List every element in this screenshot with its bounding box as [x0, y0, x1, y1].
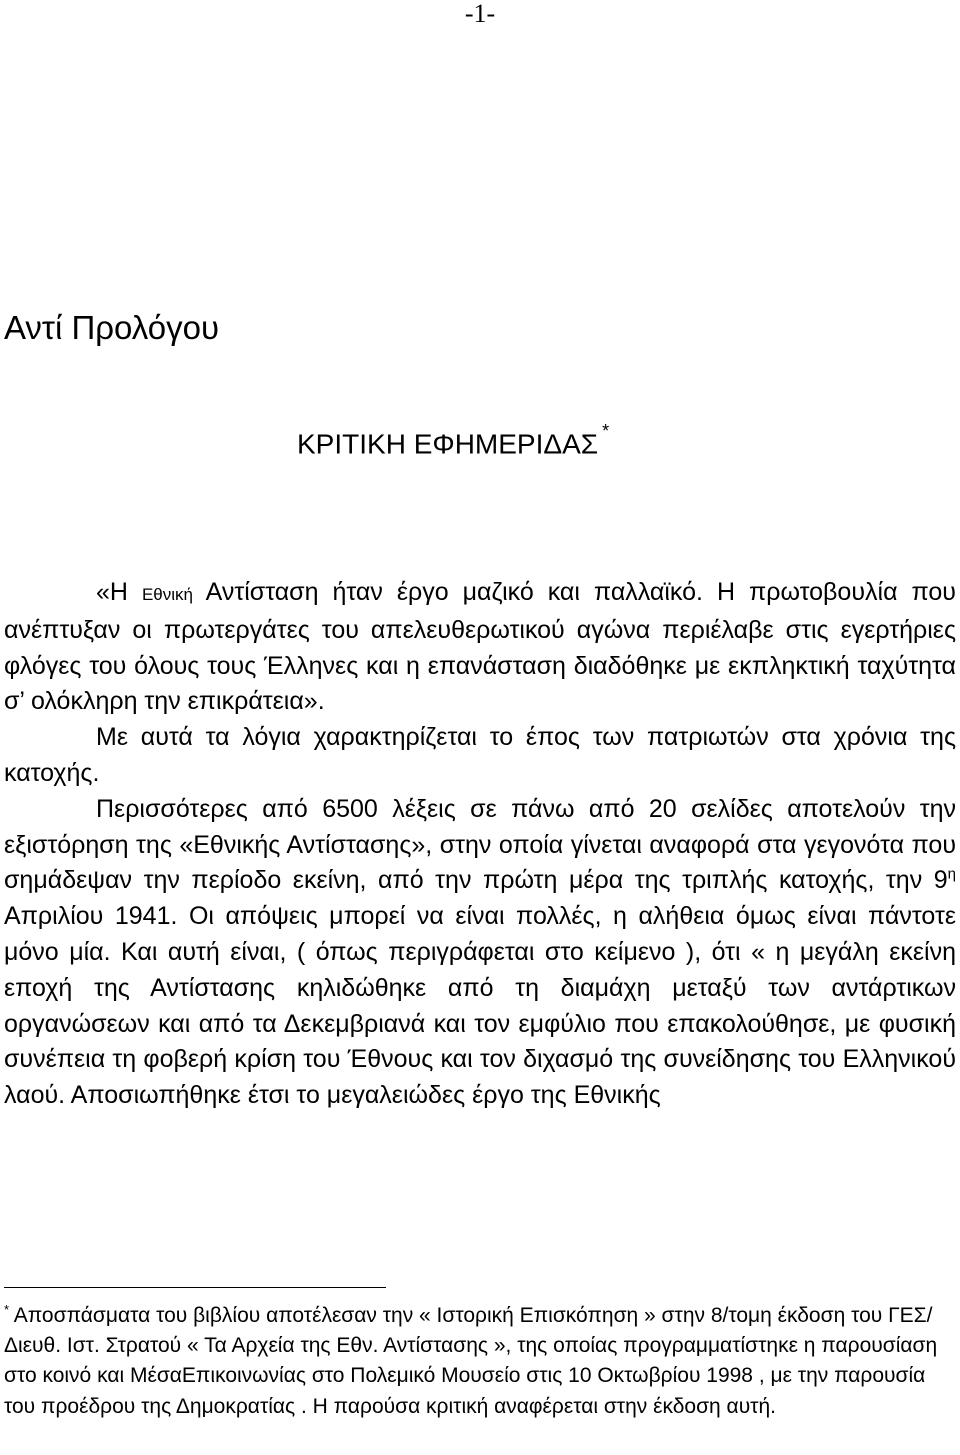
- paragraph-narrative: [4, 792, 956, 1114]
- page-number: -1-: [464, 0, 496, 28]
- body-text: [4, 575, 956, 1114]
- footnote-reference: *: [602, 421, 610, 441]
- quote-text: Αντίσταση ήταν έργο μαζικό και παλλαϊκό. Η πρωτοβουλία που ανέπτυξαν οι πρωτεργάτες του απελευθερωτικού αγώνα περιέλαβε στις εγερτήριες φλόγες του όλους τους Έλληνες και η επανάσταση διαδόθηκε με εκπληκτική ταχύτητα σ’ ολόκληρη την επικράτεια».: [4, 578, 956, 716]
- section-title: [297, 420, 609, 461]
- section-title-text: ΚΡΙΤΙΚΗ ΕΦΗΜΕΡΙΔΑΣ: [297, 428, 599, 460]
- footnote-mark: *: [4, 1302, 10, 1317]
- paragraph-quote: [4, 575, 956, 720]
- ordinal-superscript: η: [947, 866, 956, 884]
- footnote-paragraph: [4, 1301, 956, 1422]
- narrative-part-2: Απριλίου 1941. Οι απόψεις μπορεί να είναι πολλές, η αλήθεια όμως είναι πάντοτε μόνο μία. Και αυτή είναι, ( όπως περιγράφεται στο κείμενο ), ότι « η μεγάλη εκείνη εποχή της Αντίστασης κηλιδώθηκε από τη διαμάχη μεταξύ των αντάρτικων οργανώσεων και από τα Δεκεμβριανά και τον εμφύλιο που επακολούθησε, με φυσική συνέπεια τη φοβερή κρίση του Έθνους και τον διχασμό της συνείδησης του Ελληνικού λαού. Αποσιωπήθηκε έτσι το μεγαλειώδες έργο της Εθνικής: [4, 902, 956, 1110]
- narrative-part-1: Περισσότερες από 6500 λέξεις σε πάνω από 20 σελίδες αποτελούν την εξιστόρηση της «Εθνικής Αντίστασης», στην οποία γίνεται αναφορά στα γεγονότα που σημάδεψαν την περίοδο εκείνη, από την πρώτη μέρα της τριπλής κατοχής, την 9: [4, 794, 956, 895]
- page-heading: Αντί Προλόγου: [4, 309, 220, 346]
- footnote-text: Αποσπάσματα του βιβλίου αποτέλεσαν την « Ιστορική Επισκόπηση » στην 8/τομη έκδοση του ΓΕΣ/ Διευθ. Ιστ. Στρατού « Τα Αρχεία της Εθν. Αντίστασης », της οποίας προγραμματίστηκε η παρουσίαση στο κοινό και ΜέσαΕπικοινωνίας στο Πολεμικό Μουσείο στις 10 Οκτωβρίου 1998 , με την παρουσία του προέδρου της Δημοκρατίας . Η παρούσα κριτική αναφέρεται στην έκδοση αυτή.: [4, 1304, 938, 1418]
- quote-small-word: Εθνική: [141, 585, 193, 604]
- quote-open: «Η: [96, 578, 128, 606]
- paragraph-characterization: Με αυτά τα λόγια χαρακτηρίζεται το έπος των πατριωτών στα χρόνια της κατοχής.: [4, 723, 956, 787]
- footnote: [4, 1301, 956, 1422]
- footnote-divider: [4, 1287, 386, 1288]
